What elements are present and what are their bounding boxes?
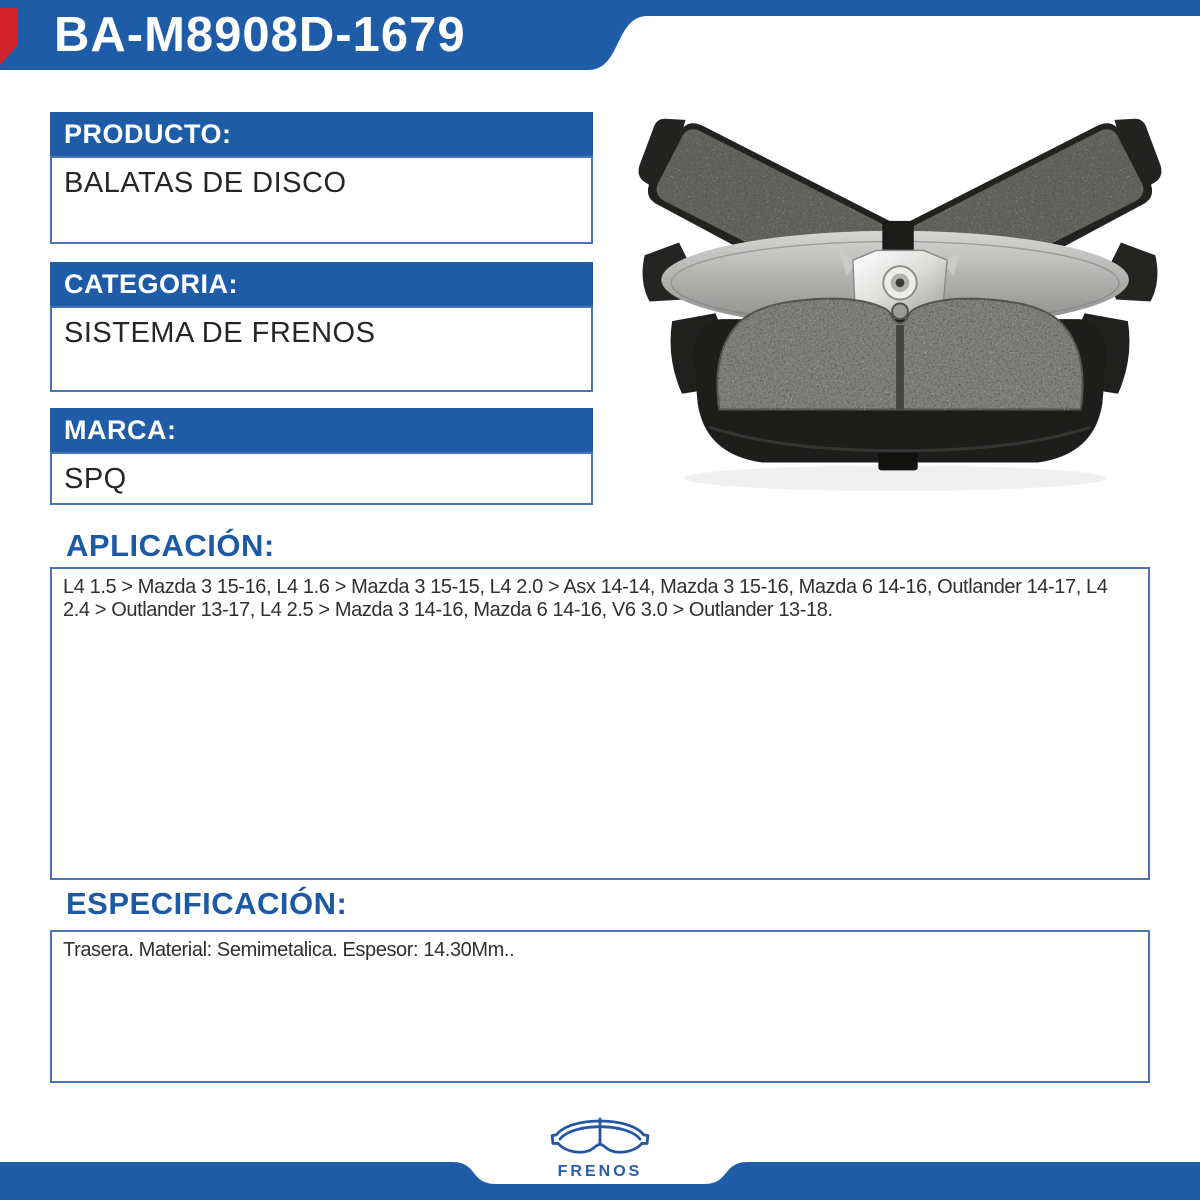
- marca-value: SPQ: [50, 452, 593, 505]
- field-producto: [50, 112, 593, 244]
- producto-label: PRODUCTO:: [50, 112, 593, 156]
- especificacion-heading: ESPECIFICACIÓN:: [66, 886, 348, 921]
- field-marca: [50, 408, 593, 505]
- footer-brand: FRENOS: [557, 1163, 643, 1180]
- marca-label: MARCA:: [50, 408, 593, 452]
- aplicacion-text: L4 1.5 > Mazda 3 15-16, L4 1.6 > Mazda 3 15-15, L4 2.0 > Asx 14-14, Mazda 3 15-16, Mazda 6 14-16, Outlander 14-17, L4 2.4 > Outlander 13-17, L4 2.5 > Mazda 3 14-16, Mazda 6 14-16, V6 3.0 > Outlander 13-18.: [50, 567, 1150, 880]
- footer-band: [0, 1162, 1200, 1200]
- categoria-label: CATEGORIA:: [50, 262, 593, 306]
- brake-pad-icon: [546, 1106, 654, 1160]
- especificacion-text: Trasera. Material: Semimetalica. Espesor: 14.30Mm..: [50, 930, 1150, 1083]
- front-pad-friction: [717, 299, 1082, 410]
- aplicacion-heading: APLICACIÓN:: [66, 528, 275, 563]
- product-photo: [625, 92, 1175, 507]
- categoria-value: SISTEMA DE FRENOS: [50, 306, 593, 392]
- part-number: BA-M8908D-1679: [54, 8, 466, 62]
- producto-value: BALATAS DE DISCO: [50, 156, 593, 244]
- field-categoria: [50, 262, 593, 392]
